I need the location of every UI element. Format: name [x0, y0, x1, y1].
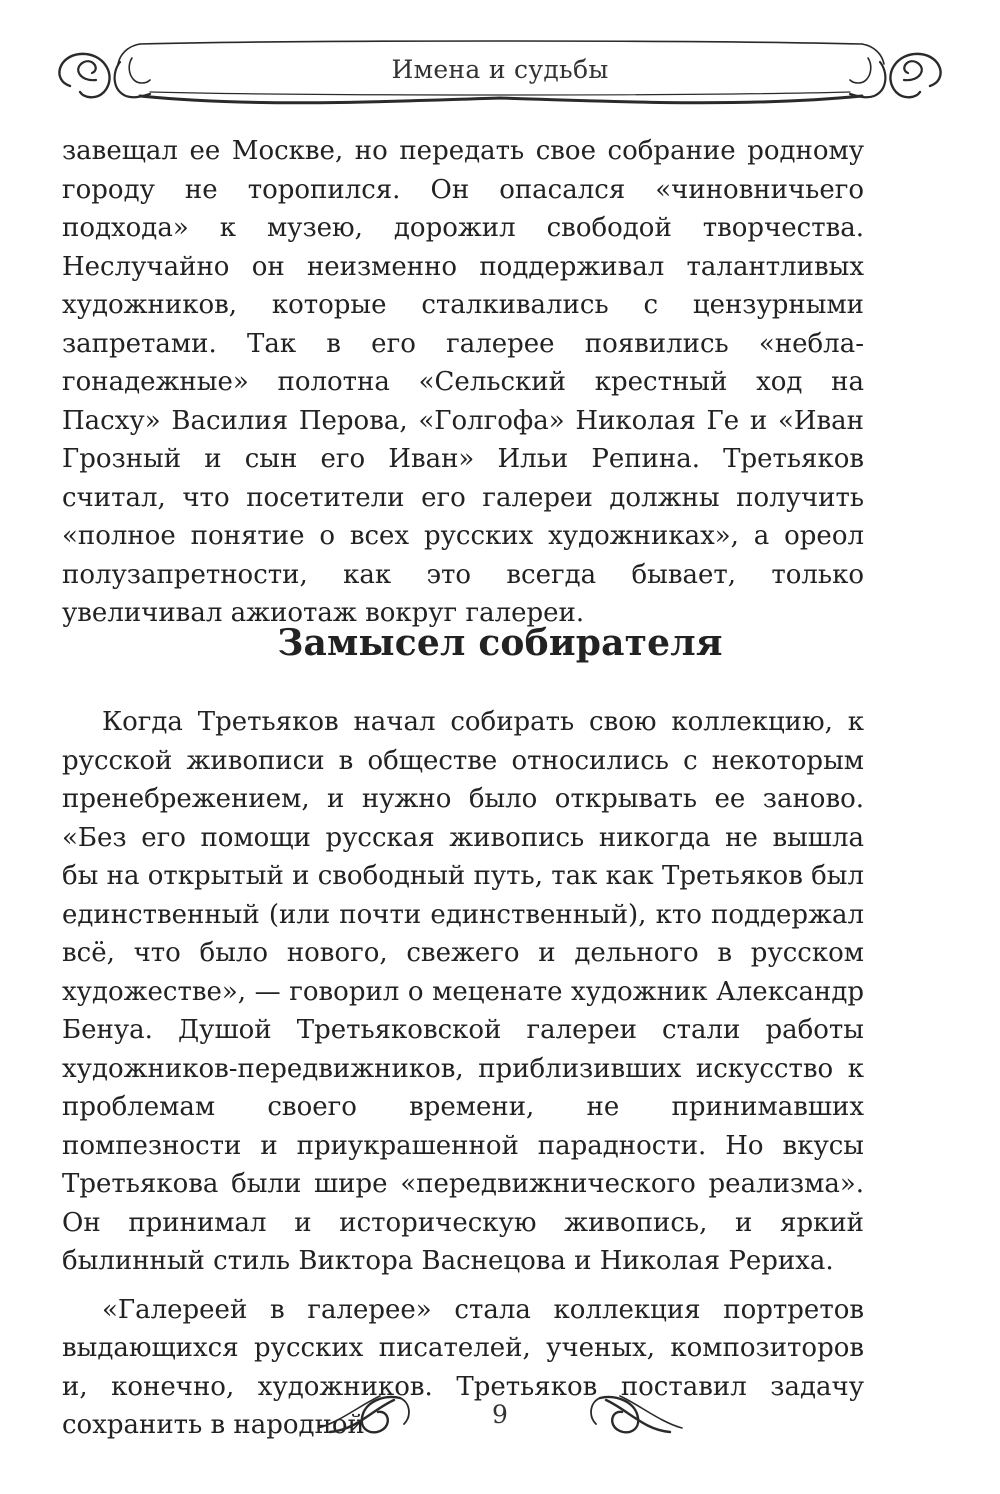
section-title: Замысел собирателя — [277, 622, 723, 664]
running-title: Имена и судьбы — [391, 55, 609, 84]
section-paragraph-2: «Галереей в галерее» стала коллекция портретов выдающихся русских писателей, ученых, композиторов и, конечно, художников. Третьяков поставил задачу сохранить в народной — [62, 1294, 864, 1440]
section-body — [62, 703, 864, 1445]
page-number: 9 — [492, 1400, 508, 1429]
intro-text — [62, 132, 864, 633]
page-footer — [0, 1382, 1000, 1462]
section-paragraph-1: Когда Третьяков начал собирать свою коллекцию, к русской живописи в обществе относились с некоторым пренебрежением, и нужно было открывать ее заново. «Без его помощи русская живопись никогда не вышла бы на открытый и свободный путь, так как Третьяков был единственный (или почти единственный), кто поддержал всё, что было нового, свежего и дельного в русском художестве», — говорил о меценате художник Александр Бенуа. Душой Третьяковской галереи стали работы художников-передвижников, приблизивших искусство к проблемам своего времени, не принимавших помпезности и приукрашенной парадности. Но вкусы Третьякова были шире «передвижнического реализма». Он принимал и историческую живопись, и яркий былинный стиль Виктора Васнецова и Николая Рериха. — [62, 707, 864, 1276]
intro-paragraph: завещал ее Москве, но передать свое собрание родному городу не торопился. Он опасался «чиновничьего подхода» к музею, дорожил свободой творчества. Неслучайно он неизменно поддерживал талантливых художников, которые сталкивались с цензурными запретами. Так в его галерее появились «неблагонадежные» полотна «Сельский крестный ход на Пасху» Василия Перова, «Голгофа» Николая Ге и «Иван Грозный и сын его Иван» Ильи Репина. Третьяков считал, что посетители его галереи должны получить «полное понятие о всех русских художниках», а ореол полузапретности, как это всегда бывает, только увеличивал ажиотаж вокруг галереи. — [62, 136, 864, 628]
page-header — [0, 0, 1000, 130]
